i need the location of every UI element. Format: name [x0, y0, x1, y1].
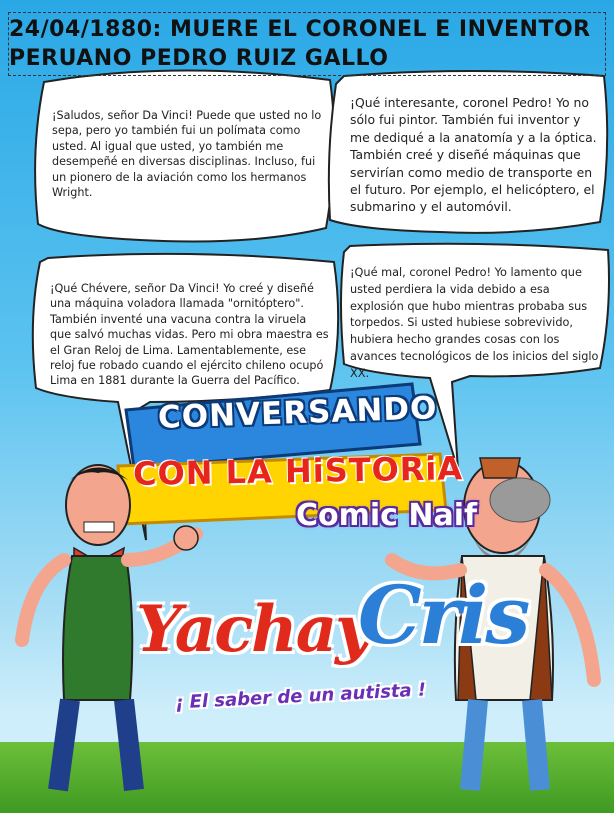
- bubble-1-text: ¡Saludos, señor Da Vinci! Puede que usted no lo sepa, pero yo también fui un polímata como usted. Al igual que usted, yo también me desempeñé en diversas disciplinas. Incluso, fui un pionero de la aviación como los hermanos Wright.: [52, 109, 322, 200]
- bubble-3-text: ¡Qué Chévere, señor Da Vinci! Yo creé y diseñé una máquina voladora llamada "ornitóptero". También inventé una vacuna contra la viruela que salvó muchas vidas. Pero mi obra maestra es el Gran Reloj de Lima. Lamentablemente, ese reloj fue robado cuando el ejército chileno ocupó Lima en 1881 durante la Guerra del Pacífico.: [50, 282, 329, 388]
- logo-conversando: CONVERSANDO: [157, 390, 438, 436]
- bubble-4-text: ¡Qué mal, coronel Pedro! Yo lamento que usted perdiera la vida debido a esa explosión que hubo mientras probaba sus torpedos. Si usted hubiese sobrevivido, hubiera hecho grandes cosas con los avances tecnológicos de los inicios del siglo XX.: [350, 266, 599, 380]
- bubble-2-text: ¡Qué interesante, coronel Pedro! Yo no sólo fui pintor. También fui inventor y me dediqué a la anatomía y a la óptica. También creé y diseñé máquinas que servirían como medio de transporte en el futuro. Por ejemplo, el helicóptero, el submarino y el automóvil.: [350, 95, 597, 215]
- title-line-1: 24/04/1880: MUERE EL CORONEL E INVENTOR: [9, 17, 591, 42]
- logo-yachay: Yachay: [136, 592, 371, 667]
- title-line-2: PERUANO PEDRO RUIZ GALLO: [9, 46, 389, 71]
- title-box: [8, 12, 606, 76]
- logo-tagline: ¡ El saber de un autista !: [174, 679, 427, 714]
- logo-comic-naif: Comic Naif: [296, 498, 478, 533]
- logo-cris: Cris: [358, 568, 528, 662]
- logo-con-la-historia: CON LA HiSTORiA: [132, 449, 464, 493]
